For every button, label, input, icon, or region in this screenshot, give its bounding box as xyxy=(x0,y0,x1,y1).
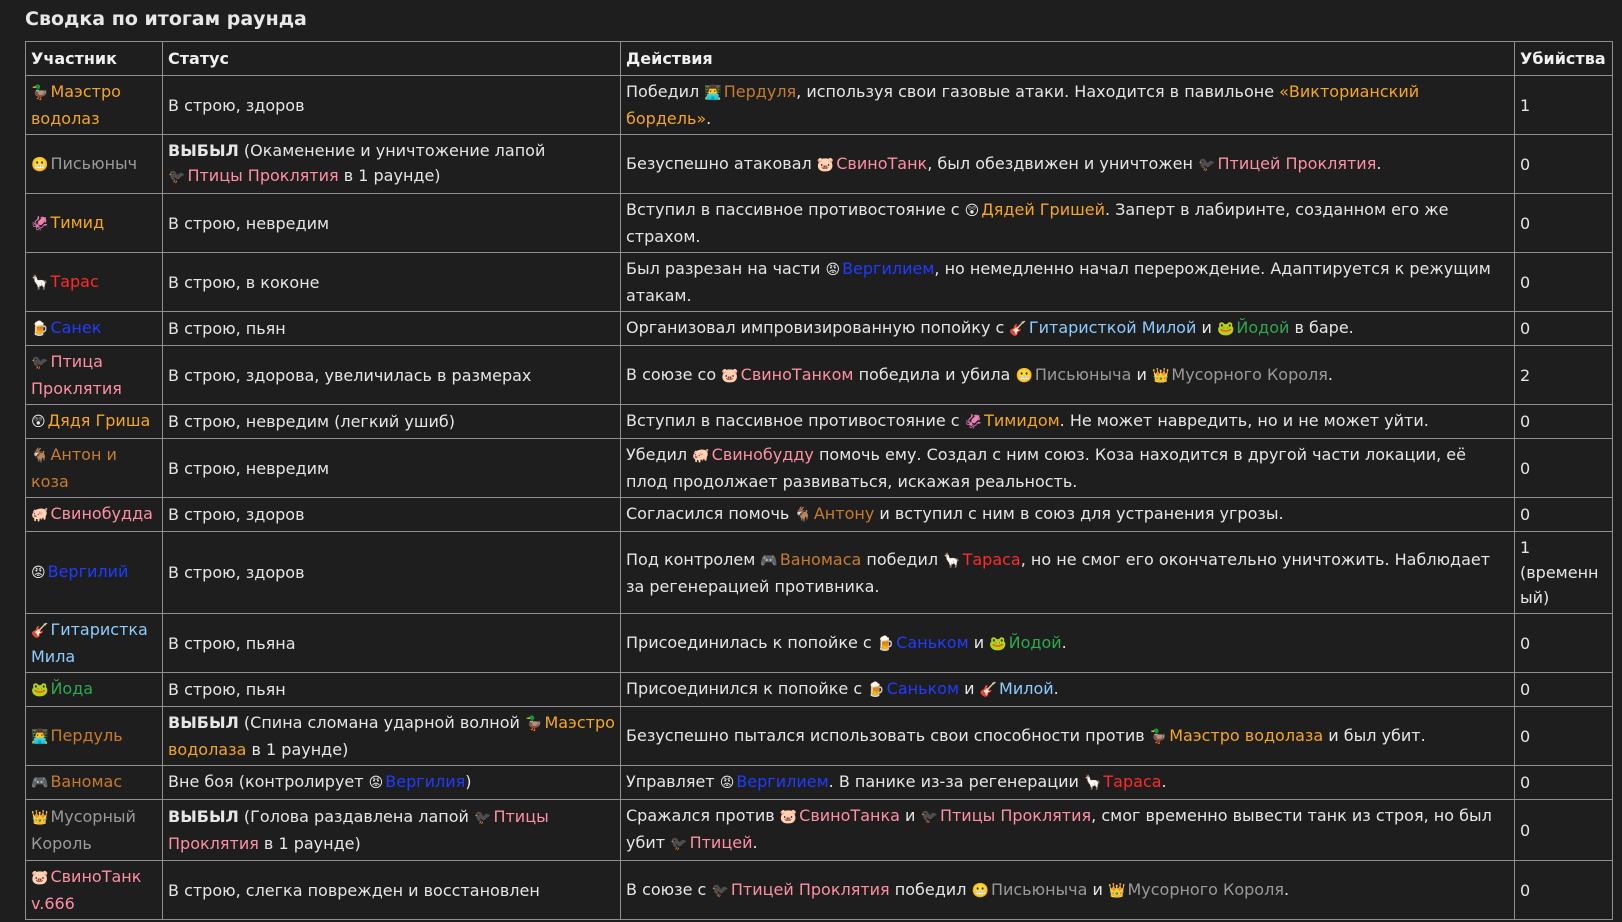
status-cell xyxy=(163,346,621,405)
character-name: СвиноТанк v.666 xyxy=(31,867,142,913)
character-name: Письюныча xyxy=(1034,364,1132,384)
emoji-icon: 🍺 xyxy=(31,321,49,337)
status-cell xyxy=(163,194,621,253)
character-name: Птицей xyxy=(689,833,753,852)
participant-cell xyxy=(26,707,163,766)
character-name: Йодой xyxy=(1236,318,1290,337)
emoji-icon: 🦆 xyxy=(31,85,49,101)
text-segment: ) xyxy=(465,772,472,791)
text-segment: Управляет xyxy=(626,772,720,791)
table-row xyxy=(26,253,1613,312)
text-segment: . xyxy=(1283,879,1290,899)
character-name: Гитаристка Мила xyxy=(31,620,148,666)
status-cell xyxy=(163,135,621,194)
table-row xyxy=(26,135,1613,194)
actions-cell xyxy=(621,861,1515,920)
text-segment: В строю, слегка поврежден и восстановлен xyxy=(168,880,540,900)
text-segment: . xyxy=(1161,772,1167,791)
text-segment: , но немедленно начал перерождение. Адаптируется к режущим атакам. xyxy=(626,259,1491,305)
character-name: Тимидом xyxy=(984,411,1060,430)
text-segment: Безуспешно пытался использовать свои способности против xyxy=(626,725,1150,745)
text-segment: Присоединилась к попойке с xyxy=(626,632,877,652)
header-kills: Убийства xyxy=(1515,42,1613,76)
emoji-icon: 🦆 xyxy=(1149,728,1168,745)
table-row xyxy=(26,194,1613,253)
table-body xyxy=(26,76,1613,920)
character-name: Ваномаса xyxy=(779,549,862,569)
text-segment: В строю, невредим xyxy=(168,213,330,233)
text-segment: Победил xyxy=(626,82,705,101)
text-segment: . xyxy=(1327,364,1333,384)
table-row xyxy=(26,800,1613,861)
character-name: Дядя Гриша xyxy=(47,411,151,430)
actions-cell xyxy=(621,439,1515,498)
character-name: Маэстро водолаз xyxy=(31,82,121,128)
header-participant: Участник xyxy=(26,42,163,76)
text-segment: В строю, невредим (легкий ушиб) xyxy=(168,412,455,431)
emoji-icon: 🎸 xyxy=(979,682,998,698)
actions-cell xyxy=(621,346,1515,405)
text-segment: . В панике из-за регенерации xyxy=(828,772,1084,791)
text-segment: победил xyxy=(889,879,972,899)
text-segment: Вступил в пассивное противостояние с xyxy=(626,200,965,219)
actions-cell xyxy=(621,253,1515,312)
status-cell xyxy=(163,673,621,707)
character-name: Вергилия xyxy=(385,772,466,791)
character-name: Пердуль xyxy=(50,725,123,745)
table-row xyxy=(26,405,1613,439)
participant-cell xyxy=(26,498,163,532)
character-name: Пердуля xyxy=(723,82,797,101)
status-cell xyxy=(163,800,621,861)
emoji-icon: 👨‍💻 xyxy=(31,728,49,745)
participant-cell xyxy=(26,135,163,194)
character-name: Гитаристкой Милой xyxy=(1028,318,1197,337)
participant-cell xyxy=(26,766,163,800)
text-segment: В строю, здоров xyxy=(168,563,305,582)
character-name: Маэстро водолаза xyxy=(168,713,615,759)
character-name: Милой xyxy=(999,679,1054,698)
character-name: Птицей Проклятия xyxy=(730,879,890,899)
emoji-icon: 🐸 xyxy=(31,682,49,698)
text-segment: В строю, невредим xyxy=(168,458,330,478)
character-name: Йода xyxy=(50,679,94,698)
emoji-icon: 🐸 xyxy=(1216,321,1235,337)
character-name: Птица Проклятия xyxy=(31,352,122,398)
emoji-icon: 🐦‍⬛ xyxy=(920,809,938,825)
kills-cell: 0 xyxy=(1515,498,1613,532)
text-segment: Сражался против xyxy=(626,806,780,825)
table-header xyxy=(26,42,1613,76)
actions-cell xyxy=(621,498,1515,532)
emoji-icon: 🎸 xyxy=(1009,321,1027,337)
emoji-icon: 🍺 xyxy=(867,682,885,698)
character-name: Тарас xyxy=(50,271,99,291)
header-row xyxy=(26,42,1613,76)
text-segment: . xyxy=(1376,153,1382,173)
status-cell xyxy=(163,766,621,800)
actions-cell xyxy=(621,766,1515,800)
kills-cell: 0 xyxy=(1515,312,1613,346)
emoji-icon: 👑 xyxy=(31,810,49,826)
character-name: Ваномас xyxy=(50,772,123,791)
character-name: Антону xyxy=(813,504,875,523)
character-name: СвиноТанка xyxy=(799,806,900,825)
text-segment: В строю, пьян xyxy=(168,319,286,338)
emoji-icon: 🐦‍⬛ xyxy=(711,882,729,899)
character-name: Мусорного Короля xyxy=(1127,879,1284,899)
status-cell xyxy=(163,76,621,135)
character-name: Письюныча xyxy=(990,879,1088,899)
character-name: Вергилий xyxy=(47,562,129,581)
character-name: Антон и коза xyxy=(31,445,117,491)
character-name: Тимид xyxy=(50,212,105,232)
character-name: СвиноТанком xyxy=(740,364,854,384)
emoji-icon: 😬 xyxy=(1015,367,1033,384)
header-actions: Действия xyxy=(621,42,1515,76)
participant-cell xyxy=(26,194,163,253)
summary-table xyxy=(25,41,1613,920)
kills-cell: 0 xyxy=(1515,405,1613,439)
character-name: Тараса xyxy=(962,549,1021,569)
emoji-icon: 👨‍💻 xyxy=(704,85,722,101)
emoji-icon: 🐦‍⬛ xyxy=(1198,156,1216,173)
emoji-icon: 🐸 xyxy=(989,635,1007,652)
character-name: Мусорный Король xyxy=(31,807,136,853)
actions-cell xyxy=(621,673,1515,707)
status-cell xyxy=(163,861,621,920)
table-row xyxy=(26,766,1613,800)
emoji-icon: 😡 xyxy=(719,775,735,791)
status-cell xyxy=(163,439,621,498)
status-emphasis: ВЫБЫЛ xyxy=(168,807,239,826)
text-segment: , но не смог его окончательно уничтожить. Наблюдает за регенерацией противника. xyxy=(626,549,1491,596)
emoji-icon: 🐦‍⬛ xyxy=(31,355,49,371)
kills-cell: 0 xyxy=(1515,135,1613,194)
text-segment: помочь ему. Создал с ним союз. Коза находится в другой части локации, её плод продолжает развиваться, искажая реальность. xyxy=(626,445,1466,491)
kills-cell: 0 xyxy=(1515,439,1613,498)
text-segment: Вне боя (контролирует xyxy=(168,772,369,791)
emoji-icon: 🎮 xyxy=(760,552,778,569)
character-name: Тараса xyxy=(1103,772,1162,791)
emoji-icon: 🐷 xyxy=(779,809,798,825)
emoji-icon: 🐖 xyxy=(692,448,710,464)
emoji-icon: 😡 xyxy=(825,262,841,278)
status-emphasis: ВЫБЫЛ xyxy=(168,141,239,160)
text-segment: Безуспешно атаковал xyxy=(626,153,817,173)
participant-cell xyxy=(26,800,163,861)
table-row xyxy=(26,439,1613,498)
emoji-icon: 🎸 xyxy=(31,623,49,639)
status-cell xyxy=(163,312,621,346)
status-cell xyxy=(163,532,621,614)
emoji-icon: 😡 xyxy=(368,775,384,791)
table-row xyxy=(26,76,1613,135)
kills-cell: 0 xyxy=(1515,194,1613,253)
text-segment: , используя свои газовые атаки. Находится в павильоне xyxy=(796,82,1280,101)
text-segment: В строю, здоров xyxy=(168,95,305,115)
emoji-icon: 😬 xyxy=(31,156,49,173)
character-name: Птицы Проклятия xyxy=(939,806,1092,825)
actions-cell xyxy=(621,405,1515,439)
kills-cell: 2 xyxy=(1515,346,1613,405)
text-segment: . Не может навредить, но и не может уйти. xyxy=(1059,411,1429,430)
text-segment: . xyxy=(1053,679,1059,698)
kills-cell: 0 xyxy=(1515,861,1613,920)
character-name: Письюныч xyxy=(50,153,138,173)
table-row xyxy=(26,346,1613,405)
emoji-icon: 🦑 xyxy=(31,215,49,232)
emoji-icon: 😲 xyxy=(31,414,46,430)
table-row xyxy=(26,614,1613,673)
text-segment: Был разрезан на части xyxy=(626,259,826,278)
text-segment: и вступил с ним в союз для устранения угрозы. xyxy=(874,504,1284,523)
text-segment: . xyxy=(752,833,758,852)
page-title: Сводка по итогам раунда xyxy=(25,8,307,30)
character-name: Свинобудда xyxy=(50,504,153,523)
text-segment: (Голова раздавлена лапой xyxy=(238,807,475,826)
text-segment: В союзе со xyxy=(626,364,722,384)
character-name: Саньком xyxy=(896,632,969,652)
emoji-icon: 🦙 xyxy=(1083,775,1102,791)
actions-cell xyxy=(621,707,1515,766)
kills-cell: 0 xyxy=(1515,614,1613,673)
emoji-icon: 👑 xyxy=(1108,882,1126,899)
participant-cell xyxy=(26,405,163,439)
participant-cell xyxy=(26,346,163,405)
character-name: Свинобудду xyxy=(711,445,814,464)
emoji-icon: 🐐 xyxy=(794,507,812,523)
emoji-icon: 🍺 xyxy=(876,635,895,652)
table-row xyxy=(26,673,1613,707)
emoji-icon: 🐷 xyxy=(816,156,835,173)
text-segment: В строю, пьяна xyxy=(168,633,296,653)
kills-cell: 0 xyxy=(1515,673,1613,707)
text-segment: Под контролем xyxy=(626,549,761,569)
emoji-icon: 😲 xyxy=(964,203,980,219)
text-segment: и xyxy=(899,806,921,825)
kills-cell: 1 xyxy=(1515,76,1613,135)
actions-cell xyxy=(621,76,1515,135)
header-status: Статус xyxy=(163,42,621,76)
participant-cell xyxy=(26,439,163,498)
emoji-icon: 🎮 xyxy=(31,775,49,791)
text-segment: . Заперт в лабиринте, созданном его же страхом. xyxy=(626,200,1449,246)
text-segment: . xyxy=(706,109,712,128)
character-name: Вергилием xyxy=(842,259,935,278)
text-segment: Организовал импровизированную попойку с xyxy=(626,318,1010,337)
table-row xyxy=(26,312,1613,346)
text-segment: В строю, пьян xyxy=(168,680,286,699)
participant-cell xyxy=(26,76,163,135)
character-name: Птицей Проклятия xyxy=(1217,153,1377,173)
emoji-icon: 🦙 xyxy=(31,274,49,291)
text-segment: , смог временно вывести танк из строя, но был убит xyxy=(626,806,1492,852)
text-segment: в 1 раунде) xyxy=(338,166,441,185)
table-row xyxy=(26,532,1613,614)
character-name: Птицы Проклятия xyxy=(168,807,549,853)
participant-cell xyxy=(26,673,163,707)
character-name: Дядей Гришей xyxy=(981,200,1105,219)
table-row xyxy=(26,498,1613,532)
text-segment: и был убит. xyxy=(1323,725,1426,745)
text-segment: и xyxy=(968,632,990,652)
emoji-icon: 🦆 xyxy=(525,716,543,732)
table-row xyxy=(26,707,1613,766)
character-name: Саньком xyxy=(886,679,960,698)
emoji-icon: 🐦‍⬛ xyxy=(168,169,186,185)
text-segment: Присоединился к попойке с xyxy=(626,679,868,698)
text-segment: и xyxy=(1131,364,1152,384)
text-segment: в 1 раунде) xyxy=(258,834,361,853)
emoji-icon: 🐦‍⬛ xyxy=(670,836,688,852)
participant-cell xyxy=(26,532,163,614)
participant-cell xyxy=(26,253,163,312)
character-name: Мусорного Короля xyxy=(1171,364,1328,384)
participant-cell xyxy=(26,861,163,920)
text-segment: в 1 раунде) xyxy=(246,740,349,759)
character-name: Вергилием xyxy=(736,772,829,791)
text-segment: победила и убила xyxy=(853,364,1016,384)
text-segment: В строю, здорова, увеличилась в размерах xyxy=(168,365,532,385)
participant-cell xyxy=(26,614,163,673)
table-row xyxy=(26,861,1613,920)
status-emphasis: ВЫБЫЛ xyxy=(168,713,239,732)
text-segment: В строю, в коконе xyxy=(168,272,320,292)
text-segment: и xyxy=(1087,879,1109,899)
kills-cell: 0 xyxy=(1515,766,1613,800)
kills-cell: 0 xyxy=(1515,707,1613,766)
character-name: СвиноТанк xyxy=(836,153,928,173)
character-name: Птицы Проклятия xyxy=(187,166,339,185)
text-segment: В союзе с xyxy=(626,879,712,899)
status-cell xyxy=(163,498,621,532)
character-name: Маэстро водолаза xyxy=(1169,725,1324,745)
emoji-icon: 🐦‍⬛ xyxy=(474,810,492,826)
text-segment: и xyxy=(959,679,980,698)
text-segment: Убедил xyxy=(626,445,693,464)
actions-cell xyxy=(621,532,1515,614)
text-segment: В строю, здоров xyxy=(168,505,305,524)
kills-cell: 1 (временный) xyxy=(1515,532,1613,614)
emoji-icon: 😬 xyxy=(971,882,989,899)
status-cell xyxy=(163,253,621,312)
participant-cell xyxy=(26,312,163,346)
actions-cell xyxy=(621,194,1515,253)
status-cell xyxy=(163,614,621,673)
text-segment: (Окаменение и уничтожение лапой xyxy=(238,141,546,160)
emoji-icon: 🐷 xyxy=(721,367,739,384)
actions-cell xyxy=(621,614,1515,673)
status-cell xyxy=(163,707,621,766)
emoji-icon: 🦙 xyxy=(943,552,961,569)
emoji-icon: 😡 xyxy=(31,565,46,581)
text-segment: . xyxy=(1061,632,1067,652)
text-segment: Вступил в пассивное противостояние с xyxy=(626,411,965,430)
text-segment: , был обездвижен и уничтожен xyxy=(927,153,1199,173)
character-name: «Викторианский бордель» xyxy=(626,82,1420,128)
kills-cell: 0 xyxy=(1515,253,1613,312)
status-cell xyxy=(163,405,621,439)
kills-cell: 0 xyxy=(1515,800,1613,861)
emoji-icon: 🐖 xyxy=(31,507,49,523)
emoji-icon: 👑 xyxy=(1151,367,1170,384)
text-segment: победил xyxy=(861,549,944,569)
emoji-icon: 🐐 xyxy=(31,448,49,464)
text-segment: и xyxy=(1196,318,1217,337)
text-segment: в баре. xyxy=(1289,318,1354,337)
character-name: Йодой xyxy=(1008,632,1062,652)
actions-cell xyxy=(621,135,1515,194)
text-segment: Согласился помочь xyxy=(626,504,795,523)
text-segment: (Спина сломана ударной волной xyxy=(238,713,525,732)
character-name: Санек xyxy=(50,318,102,337)
emoji-icon: 🦑 xyxy=(964,414,983,430)
actions-cell xyxy=(621,312,1515,346)
emoji-icon: 🐷 xyxy=(31,870,49,886)
actions-cell xyxy=(621,800,1515,861)
